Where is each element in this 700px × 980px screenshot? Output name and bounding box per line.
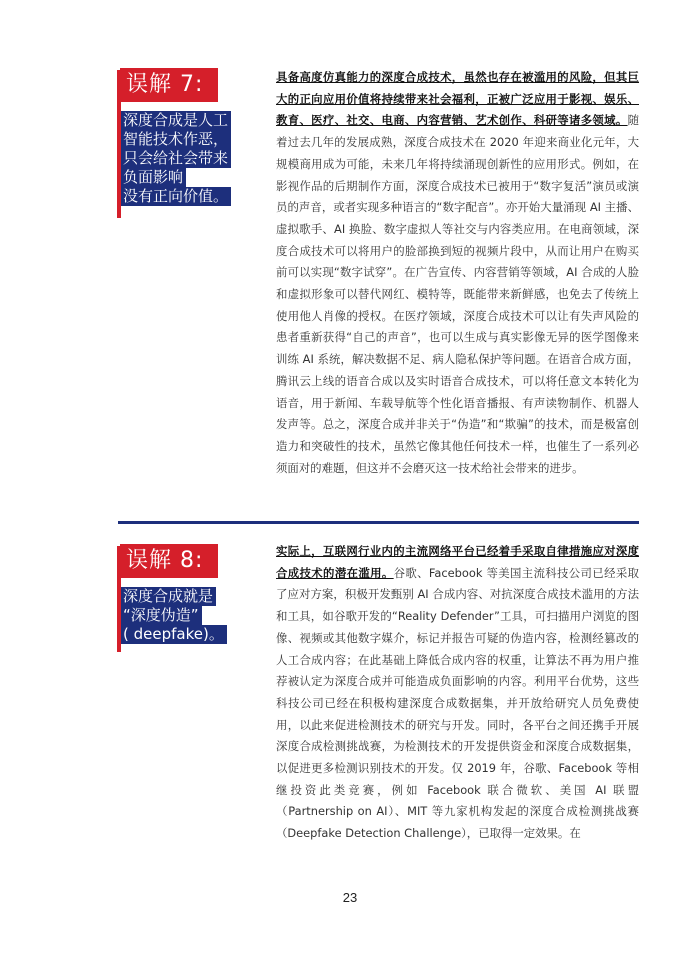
myth-7-lead: 具备高度仿真能力的深度合成技术，虽然也存在被滥用的风险，但其巨大的正向应用价值将持续带来社会福利，正被广泛应用于影视、娱乐、教育、医疗、社交、电商、内容营销、艺术创作、科研等诸多领域。 [276,70,639,128]
myth-8-label: 误解 8: [120,544,218,578]
page-number: 23 [342,890,358,905]
myth-8-lead: 实际上，互联网行业内的主流网络平台已经着手采取自律措施应对深度合成技术的潜在滥用。 [276,544,639,580]
myth-7-body: 随着过去几年的发展成熟，深度合成技术在 2020 年迎来商业化元年，大规模商用成为可能，未来几年将持续涌现创新性的应用形式。例如，在影视作品的后期制作方面，深度合成技术已被用于“数字复活”演员或演员的声音，或者实现多种语言的“数字配音”。亦开始大量涌现 AI 主播、虚拟歌手、AI 换脸、数字虚拟人等社交与内容类应用。在电商领域，深度合成技术可以将用户的脸部换到短的视频片段中，从而让用户在购买前可以实现“数字试穿”。在广告宣传、内容营销等领域，AI 合成的人脸和虚拟形象可以替代网红、模特等，既能带来新鲜感，也免去了传统上使用他人肖像的授权。在医疗领域，深度合成技术可以让有失声风险的患者重新获得“自己的声音”，也可以生成与真实影像无异的医学图像来训练 AI 系统，解决数据不足、病人隐私保护等问题。在语音合成方面，腾讯云上线的语音合成以及实时语音合成技术，可以将任意文本转化为语音，用于新闻、车载导航等个性化语音播报、有声读物制作、机器人发声等。总之，深度合成并非关于“伪造”和“欺骗”的技术，而是极富创造力和突破性的技术，虽然它像其他任何技术一样，也催生了一系列必须面对的难题，但这并不会磨灭这一技术给社会带来的进步。 [276,113,639,475]
myth-8-statement [121,587,239,644]
myth-7-statement [121,111,239,206]
section-divider [118,521,639,524]
myth-8-line: 深度合成就是 [121,587,216,606]
myth-7-line: 智能技术作恶， [121,130,231,149]
myth-7-line: 负面影响 [121,168,186,187]
myth-8-paragraph [276,541,639,845]
myth-8-line: “深度伪造” [121,606,202,625]
myth-7-label: 误解 7: [120,68,218,102]
myth-7-paragraph [276,67,639,479]
myth-7-line: 没有正向价值。 [121,187,231,206]
myth-7-line: 只会给社会带来 [121,149,231,168]
myth-8-line: ( deepfake)。 [121,625,227,644]
myth-7-line: 深度合成是人工 [121,111,231,130]
myth-8-body: 谷歌、Facebook 等美国主流科技公司已经采取了应对方案，积极开发甄别 AI 合成内容、对抗深度合成技术滥用的方法和工具，如谷歌开发的“Reality Defender”工具，可扫描用户浏览的图像、视频或其他数字媒介，标记并报告可疑的伪造内容，检测经篡改的人工合成内容；在此基础上降低合成内容的权重，让算法不再为用户推荐被认定为深度合成并可能造成负面影响的内容。利用平台优势，这些科技公司已经在积极构建深度合成数据集，并开放给研究人员免费使用，以此来促进检测技术的研究与开发。同时，各平台之间还携手开展深度合成检测挑战赛，为检测技术的开发提供资金和深度合成数据集，以促进更多检测识别技术的开发。仅 2019 年，谷歌、Facebook 等相继投资此类竞赛，例如 Facebook 联合微软、美国 AI 联盟（Partnership on AI）、MIT 等九家机构发起的深度合成检测挑战赛（Deepfake Detection Challenge），已取得一定效果。在 [276,565,639,841]
